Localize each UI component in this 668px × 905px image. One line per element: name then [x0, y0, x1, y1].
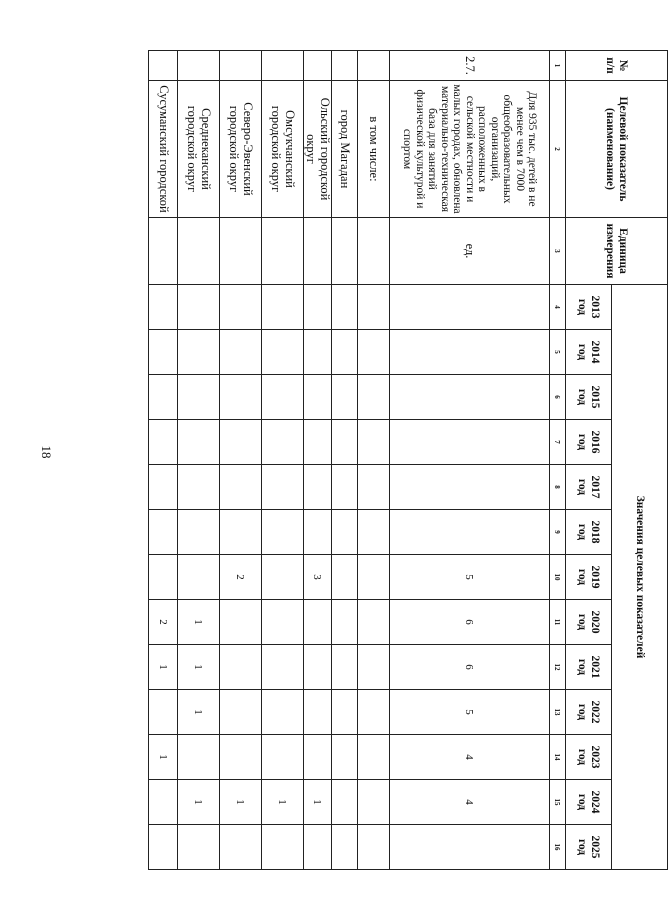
- value-cell: [304, 465, 332, 510]
- value-cell: [304, 330, 332, 375]
- unit-cell: [178, 218, 220, 285]
- value-cell: [220, 465, 262, 510]
- value-cell: [178, 555, 220, 600]
- value-cell: [332, 600, 358, 645]
- value-cell: [304, 690, 332, 735]
- indicator-table-sheet: [156, 50, 668, 869]
- row-number: [262, 51, 304, 81]
- column-number: 9: [550, 510, 566, 555]
- value-cell: 6: [390, 645, 550, 690]
- value-cell: [304, 645, 332, 690]
- value-cell: [304, 420, 332, 465]
- value-cell: [390, 375, 550, 420]
- value-cell: [358, 825, 390, 870]
- value-cell: [262, 420, 304, 465]
- value-cell: [220, 330, 262, 375]
- column-number-row: [550, 51, 566, 870]
- row-number: 2.7.: [390, 51, 550, 81]
- column-number: 7: [550, 420, 566, 465]
- value-cell: [220, 735, 262, 780]
- value-cell: [178, 285, 220, 330]
- value-cell: [262, 825, 304, 870]
- header-year: 2021 год: [566, 645, 612, 690]
- value-cell: [390, 420, 550, 465]
- value-cell: [358, 690, 390, 735]
- value-cell: 4: [390, 780, 550, 825]
- value-cell: 2: [149, 600, 178, 645]
- value-cell: 1: [149, 735, 178, 780]
- row-number: [178, 51, 220, 81]
- value-cell: [149, 420, 178, 465]
- row-number: [332, 51, 358, 81]
- value-cell: [220, 510, 262, 555]
- value-cell: [332, 420, 358, 465]
- value-cell: [149, 285, 178, 330]
- value-cell: [178, 825, 220, 870]
- value-cell: [220, 825, 262, 870]
- value-cell: [358, 780, 390, 825]
- value-cell: [178, 375, 220, 420]
- value-cell: [304, 825, 332, 870]
- value-cell: [332, 645, 358, 690]
- value-cell: 1: [304, 780, 332, 825]
- value-cell: [304, 375, 332, 420]
- column-number: 13: [550, 690, 566, 735]
- header-year: 2023 год: [566, 735, 612, 780]
- column-number: 10: [550, 555, 566, 600]
- column-number: 8: [550, 465, 566, 510]
- value-cell: [390, 285, 550, 330]
- header-year: 2013 год: [566, 285, 612, 330]
- value-cell: [149, 825, 178, 870]
- header-year: 2014 год: [566, 330, 612, 375]
- page-number: 18: [39, 445, 54, 459]
- unit-cell: [262, 218, 304, 285]
- value-cell: 1: [149, 645, 178, 690]
- column-number: 2: [550, 81, 566, 218]
- unit-cell: [149, 218, 178, 285]
- value-cell: [178, 420, 220, 465]
- value-cell: [358, 555, 390, 600]
- indicator-subrow: [149, 51, 178, 870]
- indicator-subrow: [178, 51, 220, 870]
- header-year: 2018 год: [566, 510, 612, 555]
- unit-cell: [358, 218, 390, 285]
- value-cell: [220, 600, 262, 645]
- value-cell: [220, 690, 262, 735]
- header-year: 2022 год: [566, 690, 612, 735]
- value-cell: [304, 285, 332, 330]
- unit-cell: [304, 218, 332, 285]
- value-cell: 1: [178, 600, 220, 645]
- value-cell: [262, 330, 304, 375]
- subrow-name: Сусуманский городской: [149, 81, 178, 218]
- value-cell: [332, 375, 358, 420]
- value-cell: [332, 555, 358, 600]
- unit-cell: [332, 218, 358, 285]
- value-cell: [149, 330, 178, 375]
- value-cell: 1: [220, 780, 262, 825]
- value-cell: 5: [390, 555, 550, 600]
- value-cell: [390, 465, 550, 510]
- row-number: [149, 51, 178, 81]
- value-cell: [358, 285, 390, 330]
- subrow-name: город Магадан: [332, 81, 358, 218]
- value-cell: [149, 690, 178, 735]
- value-cell: [262, 690, 304, 735]
- unit-cell: [220, 218, 262, 285]
- value-cell: [304, 600, 332, 645]
- value-cell: [220, 645, 262, 690]
- header-year: 2020 год: [566, 600, 612, 645]
- header-values-group: Значения целевых показателей: [612, 285, 668, 870]
- value-cell: [304, 510, 332, 555]
- value-cell: 1: [178, 690, 220, 735]
- value-cell: [358, 600, 390, 645]
- indicator-row-main: [390, 51, 550, 870]
- value-cell: 2: [220, 555, 262, 600]
- header-year: 2017 год: [566, 465, 612, 510]
- value-cell: [358, 375, 390, 420]
- value-cell: [332, 285, 358, 330]
- indicator-table-body: [149, 51, 668, 870]
- value-cell: [262, 375, 304, 420]
- row-number: [220, 51, 262, 81]
- value-cell: [332, 735, 358, 780]
- value-cell: [149, 555, 178, 600]
- value-cell: [390, 510, 550, 555]
- column-number: 4: [550, 285, 566, 330]
- value-cell: 1: [262, 780, 304, 825]
- column-number: 3: [550, 218, 566, 285]
- value-cell: [262, 645, 304, 690]
- value-cell: [332, 825, 358, 870]
- indicator-name: Для 935 тыс. детей в не менее чем в 7000 общеобразовательных организаций, расположенных в сельской местности и малых городах, обновлена материально-техническая база для занятий физической культурой и спортом: [390, 81, 550, 218]
- header-row-group: [612, 51, 668, 870]
- value-cell: [178, 330, 220, 375]
- value-cell: [262, 510, 304, 555]
- subrow-name: Ольский городской округ: [304, 81, 332, 218]
- value-cell: [178, 510, 220, 555]
- value-cell: [332, 465, 358, 510]
- indicator-subrow: [262, 51, 304, 870]
- value-cell: [304, 735, 332, 780]
- subrow-name: в том числе:: [358, 81, 390, 218]
- value-cell: [149, 375, 178, 420]
- row-number: [358, 51, 390, 81]
- value-cell: 4: [390, 735, 550, 780]
- header-number: № п/п: [566, 51, 668, 81]
- indicator-subrow: [220, 51, 262, 870]
- value-cell: [220, 375, 262, 420]
- value-cell: [390, 330, 550, 375]
- column-number: 14: [550, 735, 566, 780]
- value-cell: [358, 735, 390, 780]
- value-cell: 1: [178, 780, 220, 825]
- value-cell: [358, 465, 390, 510]
- subrow-name: Омсукчанский городской округ: [262, 81, 304, 218]
- value-cell: [178, 735, 220, 780]
- header-year: 2015 год: [566, 375, 612, 420]
- column-number: 16: [550, 825, 566, 870]
- value-cell: [358, 645, 390, 690]
- value-cell: [358, 330, 390, 375]
- value-cell: 3: [304, 555, 332, 600]
- value-cell: [390, 825, 550, 870]
- indicator-subrow: [332, 51, 358, 870]
- value-cell: [262, 465, 304, 510]
- indicator-subrow: [304, 51, 332, 870]
- column-number: 11: [550, 600, 566, 645]
- value-cell: 6: [390, 600, 550, 645]
- value-cell: [332, 690, 358, 735]
- subrow-name: Северо-Эвенский городской округ: [220, 81, 262, 218]
- value-cell: 1: [178, 645, 220, 690]
- unit-cell: ед.: [390, 218, 550, 285]
- value-cell: [358, 420, 390, 465]
- column-number: 1: [550, 51, 566, 81]
- column-number: 6: [550, 375, 566, 420]
- header-year: 2025 год: [566, 825, 612, 870]
- value-cell: [262, 555, 304, 600]
- value-cell: 5: [390, 690, 550, 735]
- header-year: 2024 год: [566, 780, 612, 825]
- subrow-name: Среднеканский городской округ: [178, 81, 220, 218]
- value-cell: [332, 780, 358, 825]
- value-cell: [178, 465, 220, 510]
- column-number: 15: [550, 780, 566, 825]
- value-cell: [149, 510, 178, 555]
- column-number: 5: [550, 330, 566, 375]
- value-cell: [220, 420, 262, 465]
- header-unit: Единица измерения: [566, 218, 668, 285]
- indicator-table: [148, 50, 668, 870]
- value-cell: [262, 600, 304, 645]
- value-cell: [149, 465, 178, 510]
- indicator-subrow: [358, 51, 390, 870]
- column-number: 12: [550, 645, 566, 690]
- value-cell: [262, 285, 304, 330]
- value-cell: [332, 510, 358, 555]
- value-cell: [262, 735, 304, 780]
- header-year: 2019 год: [566, 555, 612, 600]
- value-cell: [332, 330, 358, 375]
- header-indicator: Целевой показатель (наименование): [566, 81, 668, 218]
- value-cell: [358, 510, 390, 555]
- value-cell: [220, 285, 262, 330]
- row-number: [304, 51, 332, 81]
- value-cell: [149, 780, 178, 825]
- header-year: 2016 год: [566, 420, 612, 465]
